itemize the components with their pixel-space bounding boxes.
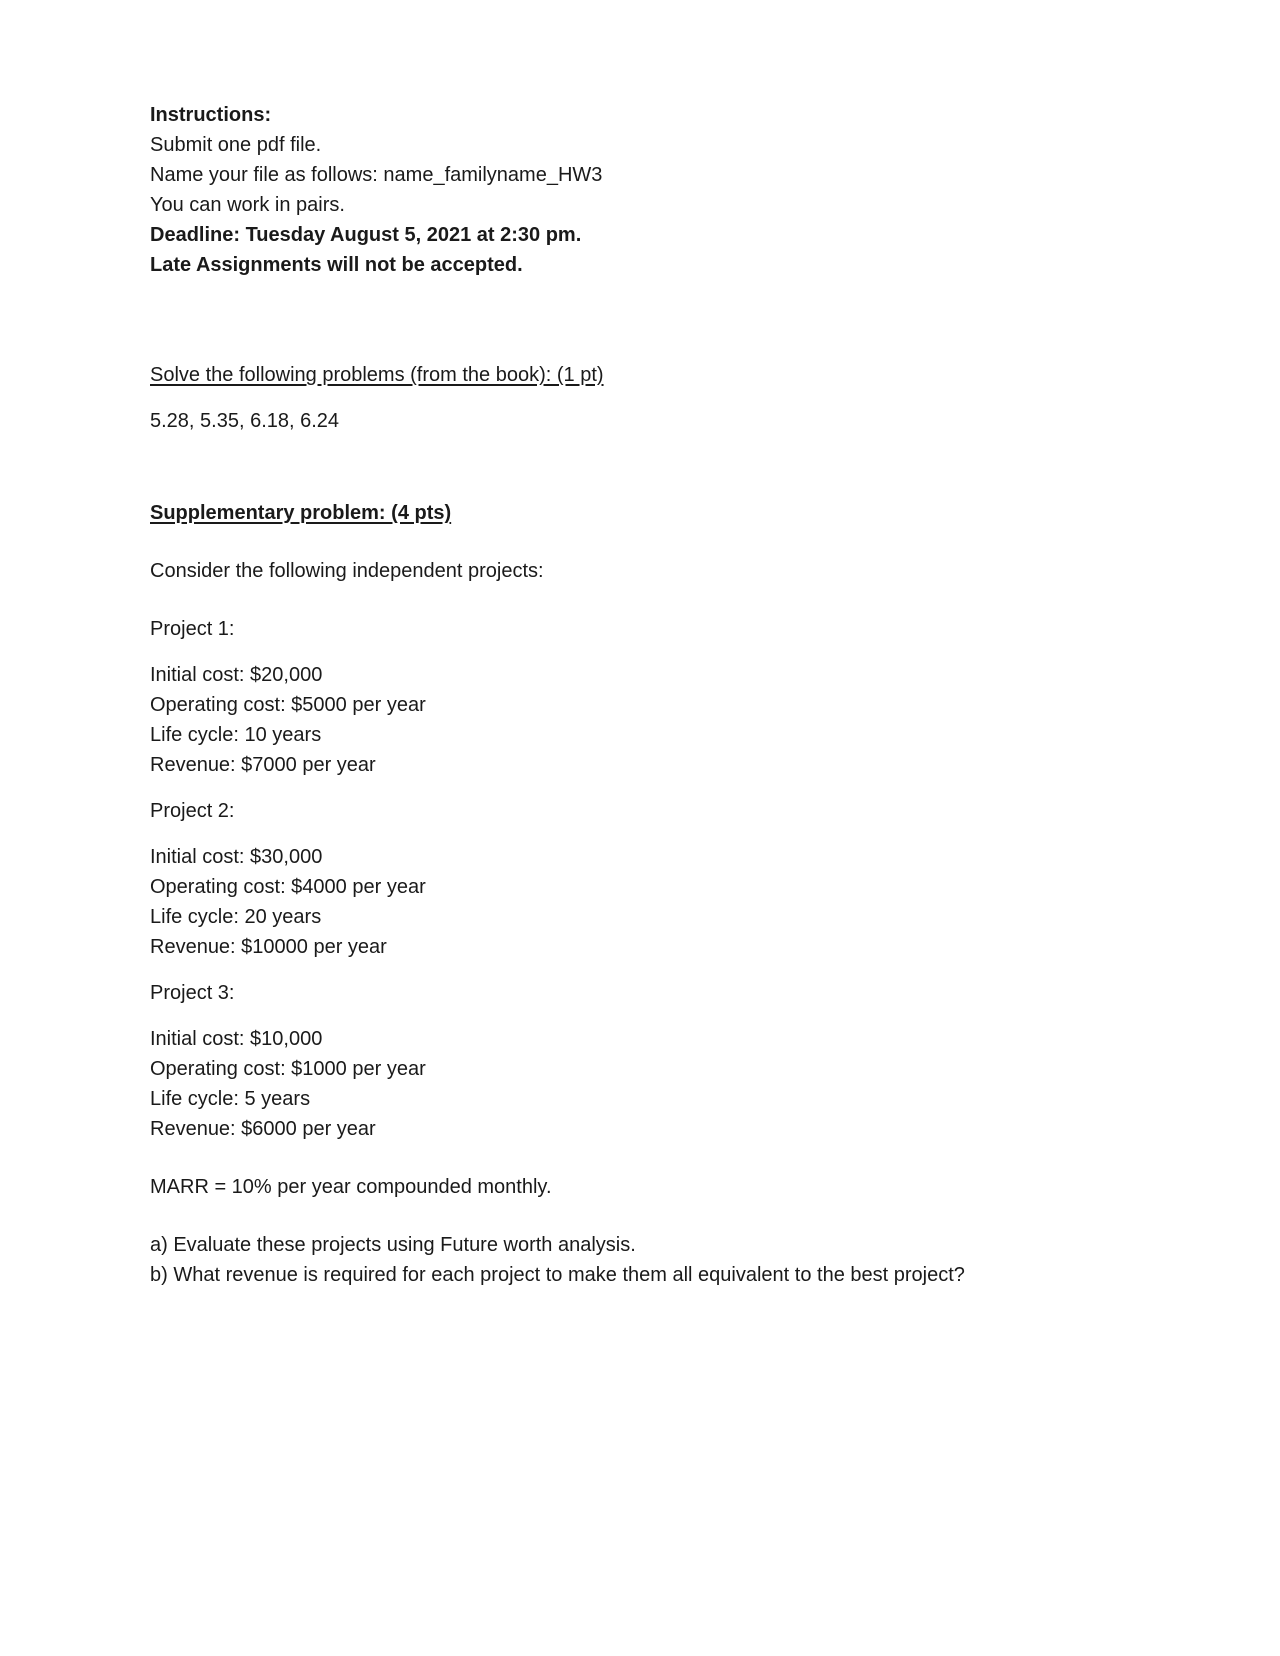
instruction-line: Submit one pdf file. — [150, 134, 322, 156]
questions-block — [150, 1230, 1150, 1290]
question-b: b) What revenue is required for each project to make them all equivalent to the best project? — [150, 1264, 965, 1286]
project-life-cycle: Life cycle: 5 years — [150, 1088, 311, 1110]
project-title: Project 2: — [150, 800, 235, 822]
project-revenue: Revenue: $6000 per year — [150, 1118, 376, 1140]
book-problems-heading: Solve the following problems (from the book): (1 pt) — [150, 364, 604, 386]
book-problems-section — [150, 360, 1150, 436]
instructions-section — [150, 100, 1150, 280]
project-title: Project 3: — [150, 982, 235, 1004]
project-initial-cost: Initial cost: $10,000 — [150, 1028, 323, 1050]
late-policy-text: Late Assignments will not be accepted. — [150, 254, 523, 276]
project-operating-cost: Operating cost: $1000 per year — [150, 1058, 426, 1080]
project-revenue: Revenue: $7000 per year — [150, 754, 376, 776]
instruction-line: Name your file as follows: name_familyname_HW3 — [150, 164, 603, 186]
book-problems-list: 5.28, 5.35, 6.18, 6.24 — [150, 410, 340, 432]
marr-statement: MARR = 10% per year compounded monthly. — [150, 1176, 552, 1198]
supplementary-intro: Consider the following independent projects: — [150, 560, 544, 582]
project-2-block — [150, 796, 1150, 962]
supplementary-section — [150, 498, 1150, 1290]
project-life-cycle: Life cycle: 10 years — [150, 724, 322, 746]
deadline-text: Deadline: Tuesday August 5, 2021 at 2:30 pm. — [150, 224, 582, 246]
supplementary-heading: Supplementary problem: (4 pts) — [150, 502, 452, 524]
project-revenue: Revenue: $10000 per year — [150, 936, 387, 958]
document-page — [150, 100, 1150, 1290]
project-1-block — [150, 614, 1150, 780]
instruction-line: You can work in pairs. — [150, 194, 345, 216]
instructions-heading: Instructions: — [150, 104, 272, 126]
project-initial-cost: Initial cost: $20,000 — [150, 664, 323, 686]
project-title: Project 1: — [150, 618, 235, 640]
question-a: a) Evaluate these projects using Future worth analysis. — [150, 1234, 636, 1256]
project-life-cycle: Life cycle: 20 years — [150, 906, 322, 928]
project-operating-cost: Operating cost: $4000 per year — [150, 876, 426, 898]
project-3-block — [150, 978, 1150, 1144]
project-initial-cost: Initial cost: $30,000 — [150, 846, 323, 868]
project-operating-cost: Operating cost: $5000 per year — [150, 694, 426, 716]
